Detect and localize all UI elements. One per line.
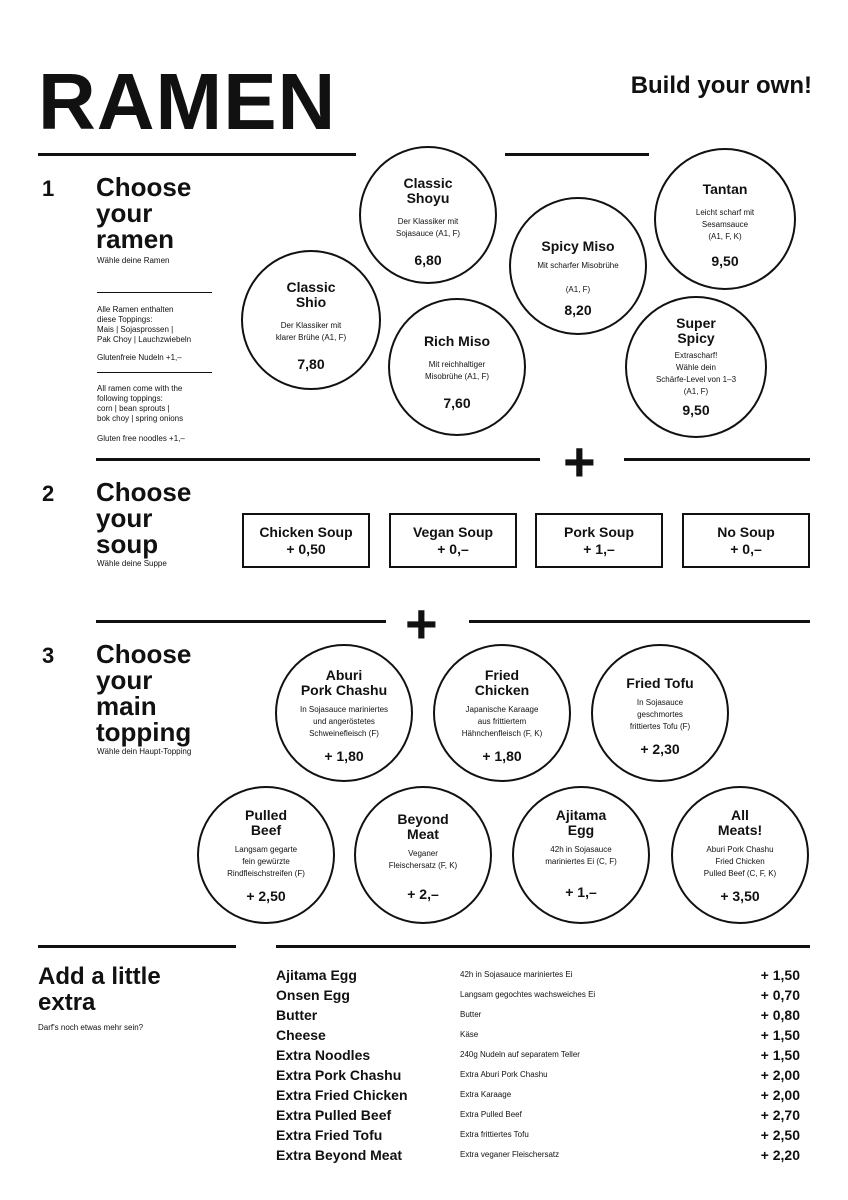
ramen-option-classic-shio[interactable]	[241, 250, 381, 390]
extra-name: Ajitama Egg	[276, 967, 357, 983]
ramen-option-spicy-miso[interactable]	[509, 197, 647, 335]
divider	[97, 372, 212, 373]
item-name: Rich Miso	[423, 333, 491, 349]
extra-item[interactable]	[276, 1007, 800, 1027]
extra-name: Extra Beyond Meat	[276, 1147, 403, 1163]
menu-tagline: Build your own!	[630, 72, 812, 99]
divider	[38, 153, 356, 156]
ramen-option-super-spicy[interactable]	[625, 296, 767, 438]
step-number: 1	[42, 176, 55, 201]
item-price: 6,80	[414, 252, 442, 268]
extra-price: + 2,50	[760, 1127, 800, 1143]
step-number: 2	[42, 481, 55, 506]
item-price: + 3,50	[720, 888, 760, 904]
extra-price: + 1,50	[760, 1027, 800, 1043]
extra-description: Käse	[460, 1030, 479, 1039]
item-price: + 1,80	[324, 748, 364, 764]
item-price: 9,50	[682, 402, 710, 418]
extra-description: Langsam gegochtes wachsweiches Ei	[460, 990, 596, 999]
divider	[624, 458, 810, 461]
extra-name: Extra Fried Chicken	[276, 1087, 408, 1103]
item-description: In Sojasauce geschmortes frittiertes Tofu (F)	[629, 698, 691, 731]
item-description: Der Klassiker mit klarer Brühe (A1, F)	[275, 321, 347, 342]
item-description: In Sojasauce mariniertes und angeröstetes Schweinefleisch (F)	[299, 705, 389, 738]
divider	[505, 153, 649, 156]
divider	[469, 620, 810, 623]
item-description: Mit scharfer Misobrühe (A1, F)	[537, 261, 619, 294]
extra-name: Onsen Egg	[276, 987, 350, 1003]
item-name: Fried Chicken	[474, 667, 530, 698]
extra-price: + 0,70	[760, 987, 800, 1003]
extras-subheading: Darf's noch etwas mehr sein?	[38, 1023, 144, 1032]
item-price: + 2,50	[246, 888, 286, 904]
item-price: + 2,30	[640, 741, 680, 757]
extra-price: + 1,50	[760, 967, 800, 983]
step-number: 3	[42, 643, 55, 668]
extra-description: Butter	[460, 1010, 482, 1019]
ramen-option-tantan[interactable]	[654, 148, 796, 290]
extra-item[interactable]	[276, 967, 800, 987]
step-subheading: Wähle dein Haupt-Topping	[97, 747, 192, 756]
divider	[96, 620, 386, 623]
item-price: + 0,–	[437, 541, 469, 557]
extra-price: + 2,20	[760, 1147, 800, 1163]
topping-option-all-meats[interactable]	[671, 786, 809, 924]
item-price: + 0,–	[730, 541, 762, 557]
item-price: + 1,–	[565, 884, 597, 900]
toppings-note-en: All ramen come with the following toppings: corn | bean sprouts | bok choy | spring onions	[97, 384, 184, 423]
item-name: Spicy Miso	[541, 238, 615, 254]
extra-name: Extra Noodles	[276, 1047, 371, 1063]
toppings-note-de: Alle Ramen enthalten diese Toppings: Mais | Sojasprossen | Pak Choy | Lauchzwiebeln	[97, 305, 192, 344]
soup-option-none[interactable]	[682, 513, 810, 568]
gluten-note-en: Gluten free noodles +1,–	[97, 434, 185, 443]
divider	[38, 945, 236, 948]
extra-item[interactable]	[276, 1107, 800, 1127]
item-name: Super Spicy	[676, 315, 716, 346]
item-price: + 0,50	[286, 541, 326, 557]
step-heading: Choose your soup	[96, 477, 192, 559]
divider	[96, 458, 540, 461]
step-heading: Choose your main topping	[96, 639, 192, 747]
item-description: Aburi Pork Chashu Fried Chicken Pulled Beef (C, F, K)	[703, 845, 777, 878]
extra-description: Extra Karaage	[460, 1090, 512, 1099]
extra-item[interactable]	[276, 1027, 800, 1047]
extra-description: Extra veganer Fleischersatz	[460, 1150, 560, 1159]
plus-icon: +	[563, 430, 596, 493]
topping-option-ajitama-egg[interactable]	[512, 786, 650, 924]
soup-option-vegan[interactable]	[389, 513, 517, 568]
extra-name: Extra Fried Tofu	[276, 1127, 383, 1143]
item-name: Beyond Meat	[397, 811, 449, 842]
extra-description: 240g Nudeln auf separatem Teller	[460, 1050, 580, 1059]
item-price: + 1,–	[583, 541, 615, 557]
item-description: Mit reichhaltiger Misobrühe (A1, F)	[424, 360, 490, 381]
soup-option-pork[interactable]	[535, 513, 663, 568]
extra-name: Butter	[276, 1007, 318, 1023]
extra-name: Cheese	[276, 1027, 326, 1043]
extra-item[interactable]	[276, 1127, 800, 1147]
extra-description: Extra frittiertes Tofu	[460, 1130, 529, 1139]
extra-item[interactable]	[276, 1087, 800, 1107]
extra-price: + 2,00	[760, 1087, 800, 1103]
topping-option-beyond-meat[interactable]	[354, 786, 492, 924]
topping-option-aburi-pork-chashu[interactable]	[275, 644, 413, 782]
item-description: Japanische Karaage aus frittiertem Hähnchenfleisch (F, K)	[461, 705, 543, 738]
ramen-option-classic-shoyu[interactable]	[359, 146, 497, 284]
item-price: 7,80	[297, 356, 325, 372]
extra-description: 42h in Sojasauce mariniertes Ei	[460, 970, 573, 979]
item-name: Classic Shoyu	[403, 175, 453, 206]
topping-option-fried-tofu[interactable]	[591, 644, 729, 782]
extra-price: + 2,70	[760, 1107, 800, 1123]
item-name: Vegan Soup	[412, 524, 494, 540]
divider	[276, 945, 810, 948]
extra-price: + 0,80	[760, 1007, 800, 1023]
item-description: 42h in Sojasauce mariniertes Ei (C, F)	[545, 845, 617, 866]
item-name: Pork Soup	[563, 524, 634, 540]
menu-title: RAMEN	[38, 57, 337, 146]
extra-description: Extra Aburi Pork Chashu	[460, 1070, 548, 1079]
item-description: Leicht scharf mit Sesamsauce (A1, F, K)	[695, 208, 755, 241]
item-price: 9,50	[711, 253, 739, 269]
plus-icon: +	[405, 592, 438, 655]
extra-price: + 2,00	[760, 1067, 800, 1083]
soup-option-chicken[interactable]	[242, 513, 370, 568]
item-description: Der Klassiker mit Sojasauce (A1, F)	[395, 217, 461, 238]
step-subheading: Wähle deine Suppe	[97, 559, 167, 568]
step-heading: Choose your ramen	[96, 172, 192, 254]
gluten-note-de: Glutenfreie Nudeln +1,–	[97, 353, 182, 362]
extra-item[interactable]	[276, 1047, 800, 1067]
item-name: Tantan	[702, 181, 748, 197]
item-name: Aburi Pork Chashu	[300, 667, 388, 698]
extra-item[interactable]	[276, 1067, 800, 1087]
extra-item[interactable]	[276, 987, 800, 1007]
item-name: No Soup	[717, 524, 775, 540]
ramen-option-rich-miso[interactable]	[388, 298, 526, 436]
extra-name: Extra Pulled Beef	[276, 1107, 392, 1123]
item-description: Veganer Fleischersatz (F, K)	[388, 849, 458, 870]
item-name: Pulled Beef	[244, 807, 287, 838]
item-description: Extrascharf! Wähle dein Schärfe-Level von 1–3 (A1, F)	[655, 351, 737, 396]
extra-name: Extra Pork Chashu	[276, 1067, 402, 1083]
item-description: Langsam gegarte fein gewürzte Rindfleischstreifen (F)	[227, 845, 305, 878]
item-price: 7,60	[443, 395, 471, 411]
extra-price: + 1,50	[760, 1047, 800, 1063]
item-name: Chicken Soup	[259, 524, 353, 540]
step-subheading: Wähle deine Ramen	[97, 256, 170, 265]
item-price: 8,20	[564, 302, 592, 318]
extra-item[interactable]	[276, 1147, 800, 1167]
item-name: Fried Tofu	[626, 675, 694, 691]
divider	[97, 292, 212, 293]
item-price: + 1,80	[482, 748, 522, 764]
item-price: + 2,–	[407, 886, 439, 902]
topping-option-pulled-beef[interactable]	[197, 786, 335, 924]
extras-heading: Add a little extra	[38, 963, 161, 1016]
item-name: Ajitama Egg	[555, 807, 607, 838]
topping-option-fried-chicken[interactable]	[433, 644, 571, 782]
item-name: All Meats!	[717, 807, 763, 838]
extra-description: Extra Pulled Beef	[460, 1110, 522, 1119]
item-name: Classic Shio	[286, 279, 336, 310]
